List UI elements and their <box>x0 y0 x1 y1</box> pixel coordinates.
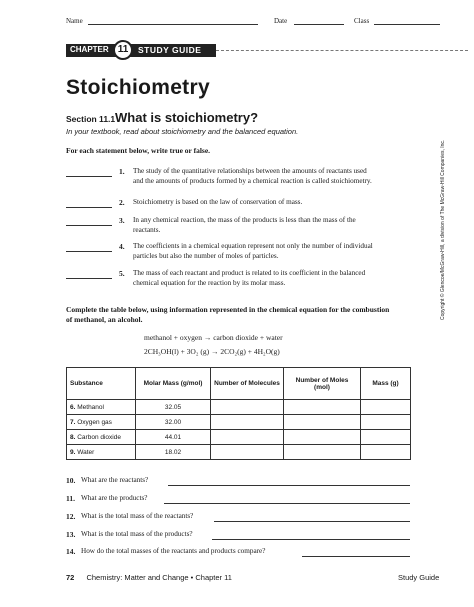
word-equation: methanol + oxygen → carbon dioxide + water <box>144 333 283 342</box>
question-text: What is the total mass of the products? <box>81 530 193 538</box>
chapter-banner <box>66 42 468 59</box>
moles-cell[interactable] <box>284 400 361 415</box>
statement-text: The study of the quantitative relationships between the amounts of reactants used and the amounts of products formed by a chemical reaction is called stoichiometry. <box>133 167 372 185</box>
question-number: 12. <box>66 512 76 521</box>
molar-mass-cell: 44.01 <box>136 430 211 445</box>
substance-cell: 6. Methanol <box>67 400 136 415</box>
question-text: What is the total mass of the reactants? <box>81 512 194 520</box>
column-header: Number of Molecules <box>211 368 284 400</box>
molecules-cell[interactable] <box>211 445 284 460</box>
molar-mass-cell: 32.05 <box>136 400 211 415</box>
mass-cell[interactable] <box>361 445 411 460</box>
substance-cell: 9. Water <box>67 445 136 460</box>
substance-cell: 7. Oxygen gas <box>67 415 136 430</box>
page-title: Stoichiometry <box>66 76 210 99</box>
date-line[interactable] <box>294 24 344 25</box>
class-line[interactable] <box>374 24 440 25</box>
table-row <box>67 400 411 415</box>
question-number: 10. <box>66 476 76 485</box>
statement-text: The coefficients in a chemical equation represent not only the number of individual particles but also the number of moles of particles. <box>133 242 373 260</box>
molecules-cell[interactable] <box>211 400 284 415</box>
column-header: Number of Moles (mol) <box>284 368 361 400</box>
book-title: Chemistry: Matter and Change • Chapter 11 <box>86 573 232 582</box>
name-label: Name <box>66 17 83 25</box>
tf-instruction: For each statement below, write true or false. <box>66 146 211 155</box>
section-title: What is stoichiometry? <box>115 110 259 125</box>
statement-number: 2. <box>119 198 125 207</box>
copyright-notice: Copyright © Glencoe/McGraw-Hill, a division of The McGraw-Hill Companies, Inc. <box>440 139 446 320</box>
answer-line-2[interactable] <box>66 207 112 208</box>
molecules-cell[interactable] <box>211 430 284 445</box>
molecules-cell[interactable] <box>211 415 284 430</box>
answer-line-10[interactable] <box>168 485 410 486</box>
mass-cell[interactable] <box>361 430 411 445</box>
page-number: 72 <box>66 573 75 582</box>
substance-cell: 8. Carbon dioxide <box>67 430 136 445</box>
footer-left <box>66 573 232 582</box>
question-text: What are the products? <box>81 494 148 502</box>
answer-line-4[interactable] <box>66 251 112 252</box>
statement-text: The mass of each reactant and product is related to its coefficient in the balanced chemical equation for the reaction by its molar mass. <box>133 269 366 287</box>
column-header: Substance <box>67 368 136 400</box>
column-header: Mass (g) <box>361 368 411 400</box>
section-number: Section 11.1 <box>66 114 116 124</box>
molar-mass-cell: 32.00 <box>136 415 211 430</box>
table-row <box>67 415 411 430</box>
question-text: What are the reactants? <box>81 476 149 484</box>
statement-text: In any chemical reaction, the mass of the products is less than the mass of the reactants. <box>133 216 356 234</box>
answer-line-5[interactable] <box>66 278 112 279</box>
date-label: Date <box>274 17 288 25</box>
statement-number: 1. <box>119 167 125 176</box>
answer-line-3[interactable] <box>66 225 112 226</box>
statement-number: 3. <box>119 216 125 225</box>
answer-line-12[interactable] <box>214 521 410 522</box>
mass-cell[interactable] <box>361 415 411 430</box>
statement-number: 4. <box>119 242 125 251</box>
mass-cell[interactable] <box>361 400 411 415</box>
chemical-equation: 2CH₃OH(l) + 3O₂ (g) → 2CO₂(g) + 4H₂O(g) <box>144 347 280 356</box>
table-row <box>67 445 411 460</box>
question-number: 11. <box>66 494 75 503</box>
name-line[interactable] <box>88 24 258 25</box>
footer-right: Study Guide <box>398 573 440 582</box>
answer-line-14[interactable] <box>302 556 410 557</box>
answer-line-1[interactable] <box>66 176 112 177</box>
moles-cell[interactable] <box>284 445 361 460</box>
section-intro: In your textbook, read about stoichiometry and the balanced equation. <box>66 127 299 136</box>
molar-mass-cell: 18.02 <box>136 445 211 460</box>
class-label: Class <box>354 17 370 25</box>
table-instruction: Complete the table below, using information represented in the chemical equation for the combustion of methanol, an alcohol. <box>66 305 390 324</box>
statement-text: Stoichiometry is based on the law of conservation of mass. <box>133 198 303 206</box>
answer-line-13[interactable] <box>212 539 410 540</box>
answer-line-11[interactable] <box>164 503 410 504</box>
table-header-row <box>67 368 411 400</box>
moles-cell[interactable] <box>284 430 361 445</box>
chapter-label: CHAPTER <box>70 45 109 54</box>
column-header: Molar Mass (g/mol) <box>136 368 211 400</box>
question-number: 13. <box>66 530 76 539</box>
study-guide-label: STUDY GUIDE <box>138 45 202 55</box>
table-row <box>67 430 411 445</box>
molar-mass-table <box>66 367 411 460</box>
moles-cell[interactable] <box>284 415 361 430</box>
chapter-number: 11 <box>113 40 133 60</box>
question-number: 14. <box>66 547 76 556</box>
statement-number: 5. <box>119 269 125 278</box>
question-text: How do the total masses of the reactants and products compare? <box>81 547 266 555</box>
